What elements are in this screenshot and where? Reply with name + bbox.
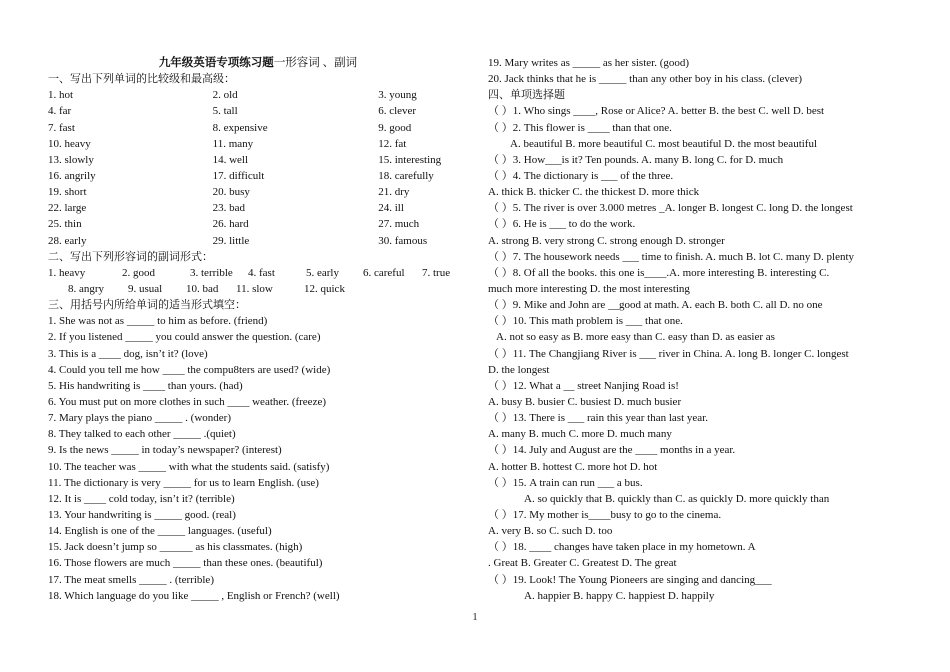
adverb-item: 7. true xyxy=(422,266,451,279)
choice-question-line: （ ）11. The Changjiang River is ___ river in China. A. long B. longer C. longest xyxy=(488,347,849,360)
word-item: 21. dry xyxy=(378,186,410,199)
fill-blank-item: 6. You must put on more clothes in such ____ weather. (freeze) xyxy=(48,395,326,408)
choice-question-line: A. strong B. very strong C. strong enough D. stronger xyxy=(488,234,725,247)
choice-question-line: （ ）18. ____ changes have taken place in my hometown. A xyxy=(488,541,756,554)
adverb-item: 2. good xyxy=(122,266,155,279)
choice-question-line: A. very B. so C. such D. too xyxy=(488,525,613,538)
section4-heading: 四、单项选择题 xyxy=(488,89,565,102)
fill-blank-item: 17. The meat smells _____ . (terrible) xyxy=(48,573,214,586)
choice-question-line: （ ）8. Of all the books. this one is____.A. more interesting B. interesting C. xyxy=(488,266,830,279)
section4-questions xyxy=(488,103,918,603)
fill-blank-item: 13. Your handwriting is _____ good. (real) xyxy=(48,508,236,521)
fill-blank-item: 14. English is one of the _____ languages. (useful) xyxy=(48,525,272,538)
fill-blank-item: 12. It is ____ cold today, isn’t it? (terrible) xyxy=(48,492,235,505)
adverb-item: 9. usual xyxy=(128,282,163,295)
word-row xyxy=(48,216,468,232)
word-item: 24. ill xyxy=(378,202,404,215)
right-column xyxy=(488,55,918,604)
word-item: 28. early xyxy=(48,234,87,247)
choice-question-line: （ ）19. Look! The Young Pioneers are singing and dancing___ xyxy=(488,573,772,586)
adverb-item: 8. angry xyxy=(68,282,105,295)
choice-question-line: （ ）3. How___is it? Ten pounds. A. many B. long C. for D. much xyxy=(488,153,784,166)
word-item: 18. carefully xyxy=(378,169,434,182)
word-row xyxy=(48,136,468,152)
fill-blank-item: 1. She was not as _____ to him as before. (friend) xyxy=(48,315,268,328)
section1-heading: 一、写出下列单词的比较级和最高级： xyxy=(48,73,235,86)
adverb-item: 5. early xyxy=(306,266,339,279)
adverb-item: 11. slow xyxy=(236,282,273,295)
word-item: 4. far xyxy=(48,105,72,118)
word-row xyxy=(48,120,468,136)
word-row xyxy=(48,152,468,168)
choice-question-line: . Great B. Greater C. Greatest D. The great xyxy=(488,557,677,570)
choice-question-line: （ ）6. He is ___ to do the work. xyxy=(488,218,636,231)
title-sub: 一形容词 、副词 xyxy=(273,57,358,69)
word-item: 6. clever xyxy=(378,105,417,118)
word-item: 27. much xyxy=(378,218,420,231)
choice-question-line: （ ）14. July and August are the ____ months in a year. xyxy=(488,444,736,457)
word-item: 16. angrily xyxy=(48,169,96,182)
choice-question-line: （ ）15. A train can run ___ a bus. xyxy=(488,476,643,489)
fill-item-19: 19. Mary writes as _____ as her sister. (good) xyxy=(488,57,690,69)
section2-row-1 xyxy=(48,265,468,281)
choice-question-line: A. hotter B. hottest C. more hot D. hot xyxy=(488,460,658,473)
word-item: 26. hard xyxy=(212,218,249,231)
choice-question-line: （ ）10. This math problem is ___ that one. xyxy=(488,315,683,328)
choice-question-line: （ ）5. The river is over 3.000 metres _A. longer B. longest C. long D. the longest xyxy=(488,202,853,215)
choice-question-line: A. so quickly that B. quickly than C. as quickly D. more quickly than xyxy=(524,492,830,505)
section2-row-2 xyxy=(48,281,468,297)
word-item: 1. hot xyxy=(48,89,74,102)
word-item: 12. fat xyxy=(378,137,407,150)
choice-question-line: A. happier B. happy C. happiest D. happily xyxy=(524,589,715,602)
fill-blank-item: 11. The dictionary is very _____ for us to learn English. (use) xyxy=(48,476,319,489)
fill-blank-item: 5. His handwriting is ____ than yours. (had) xyxy=(48,379,243,392)
adverb-item: 4. fast xyxy=(248,266,275,279)
word-item: 14. well xyxy=(212,153,249,166)
word-item: 25. thin xyxy=(48,218,82,231)
word-item: 3. young xyxy=(378,89,417,102)
choice-question-line: （ ）12. What a __ street Nanjing Road is! xyxy=(488,379,679,392)
word-item: 23. bad xyxy=(212,202,245,215)
fill-item-20: 20. Jack thinks that he is _____ than any other boy in his class. (clever) xyxy=(488,73,803,86)
choice-question-line: （ ）7. The housework needs ___ time to finish. A. much B. lot C. many D. plenty xyxy=(488,250,855,263)
word-item: 2. old xyxy=(212,89,238,102)
word-item: 8. expensive xyxy=(212,121,268,134)
fill-blank-item: 9. Is the news _____ in today’s newspaper? (interest) xyxy=(48,444,282,457)
section2-heading: 二、写出下列形容词的副词形式： xyxy=(48,250,213,263)
fill-blank-item: 10. The teacher was _____ with what the students said. (satisfy) xyxy=(48,460,330,473)
word-item: 22. large xyxy=(48,202,87,215)
choice-question-line: D. the longest xyxy=(488,363,550,376)
section1-word-grid xyxy=(48,87,468,248)
title-main: 九年级英语专项练习题 xyxy=(158,57,274,69)
fill-blank-item: 2. If you listened _____ you could answer the question. (care) xyxy=(48,331,321,344)
word-row xyxy=(48,103,468,119)
left-column xyxy=(48,55,468,604)
word-item: 13. slowly xyxy=(48,153,94,166)
word-item: 17. difficult xyxy=(212,169,265,182)
page-title xyxy=(48,55,468,71)
fill-blank-item: 7. Mary plays the piano _____ . (wonder) xyxy=(48,412,231,425)
adverb-item: 6. careful xyxy=(363,266,405,279)
fill-blank-item: 4. Could you tell me how ____ the compu8ters are used? (wide) xyxy=(48,363,331,376)
choice-question-line: A. thick B. thicker C. the thickest D. more thick xyxy=(488,186,700,199)
word-item: 11. many xyxy=(212,137,254,150)
page-number: 1 xyxy=(472,612,478,623)
fill-blank-item: 15. Jack doesn’t jump so ______ as his classmates. (high) xyxy=(48,541,303,554)
choice-question-line: A. many B. much C. more D. much many xyxy=(488,428,672,441)
fill-blank-item: 18. Which language do you like _____ , English or French? (well) xyxy=(48,589,340,602)
word-item: 29. little xyxy=(212,234,250,247)
word-row xyxy=(48,200,468,216)
adverb-item: 3. terrible xyxy=(190,266,233,279)
word-item: 20. busy xyxy=(212,186,250,199)
fill-blank-item: 8. They talked to each other _____ .(quiet) xyxy=(48,428,236,441)
word-row xyxy=(48,184,468,200)
word-row xyxy=(48,87,468,103)
word-item: 9. good xyxy=(378,121,412,134)
fill-blank-item: 16. Those flowers are much _____ than these ones. (beautiful) xyxy=(48,557,323,570)
choice-question-line: （ ）9. Mike and John are __good at math. A. each B. both C. all D. no one xyxy=(488,299,823,312)
section3-items xyxy=(48,313,468,604)
word-item: 5. tall xyxy=(212,105,238,118)
choice-question-line: A. beautiful B. more beautiful C. most beautiful D. the most beautiful xyxy=(510,137,818,150)
fill-blank-item: 3. This is a ____ dog, isn’t it? (love) xyxy=(48,347,208,360)
adverb-item: 12. quick xyxy=(304,282,345,295)
adverb-item: 10. bad xyxy=(186,282,219,295)
choice-question-line: A. busy B. busier C. busiest D. much busier xyxy=(488,395,682,408)
choice-question-line: （ ）13. There is ___ rain this year than last year. xyxy=(488,412,708,425)
word-item: 7. fast xyxy=(48,121,75,134)
word-item: 30. famous xyxy=(378,234,428,247)
word-item: 19. short xyxy=(48,186,87,199)
word-item: 10. heavy xyxy=(48,137,91,150)
choice-question-line: （ ）17. My mother is____busy to go to the cinema. xyxy=(488,508,722,521)
choice-question-line: much more interesting D. the most interesting xyxy=(488,282,690,295)
word-row xyxy=(48,168,468,184)
adverb-item: 1. heavy xyxy=(48,266,86,279)
section3-heading: 三、用括号内所给单词的适当形式填空： xyxy=(48,299,246,312)
choice-question-line: （ ）4. The dictionary is ___ of the three. xyxy=(488,169,674,182)
choice-question-line: （ ）1. Who sings ____, Rose or Alice? A. better B. the best C. well D. best xyxy=(488,105,825,118)
word-item: 15. interesting xyxy=(378,153,442,166)
choice-question-line: A. not so easy as B. more easy than C. easy than D. as easier as xyxy=(496,331,775,344)
choice-question-line: （ ）2. This flower is ____ than that one. xyxy=(488,121,672,134)
word-row xyxy=(48,233,468,249)
